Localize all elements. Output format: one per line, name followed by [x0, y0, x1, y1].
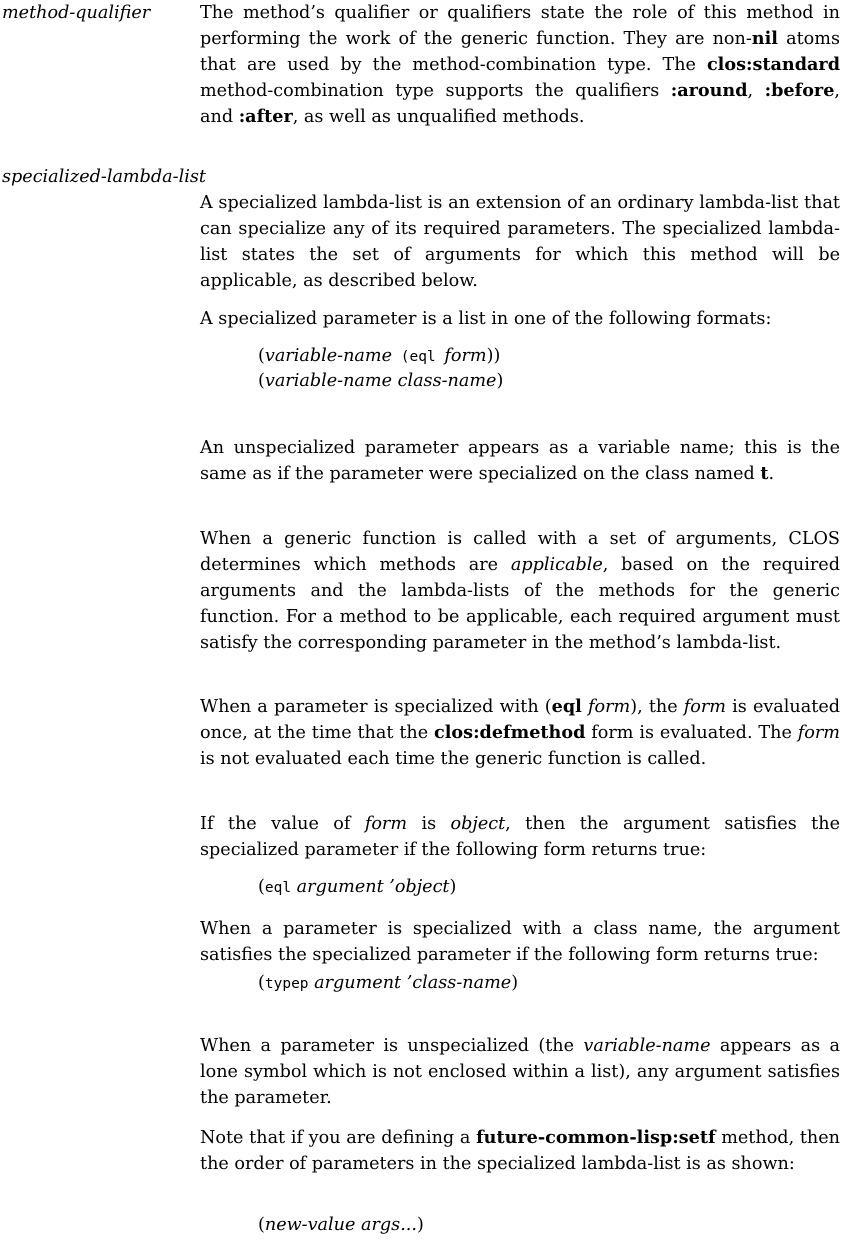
para-applicable — [200, 526, 840, 656]
code-mono: eql — [264, 880, 292, 896]
paragraph — [200, 526, 840, 656]
paragraph — [200, 811, 840, 863]
paren: ( — [258, 371, 265, 391]
paragraph — [200, 1033, 840, 1111]
code-italic: form — [444, 346, 487, 366]
code-italic: new-value args... — [264, 1215, 417, 1235]
form-term: form — [364, 814, 408, 834]
text-run: . — [768, 464, 775, 484]
method-qualifier-description — [200, 0, 840, 130]
para-lone-symbol — [200, 1033, 840, 1111]
para-class-name — [200, 916, 840, 968]
para-object — [200, 811, 840, 863]
paren: ( — [258, 877, 265, 897]
variable-name-term: variable-name — [583, 1036, 711, 1056]
paren: ) — [511, 973, 519, 993]
paren: ( — [258, 346, 265, 366]
paragraph — [200, 1125, 840, 1177]
code-mono: typep — [264, 976, 309, 992]
around-keyword: :around — [670, 80, 748, 101]
para-formats-intro — [200, 306, 840, 332]
text-run: , then the argument satisfies the specialized parameter if the following form returns true: — [200, 814, 840, 860]
text-run: Note that if you are defining a — [200, 1128, 477, 1148]
format-line-eql — [258, 344, 503, 369]
code-mono: (eql — [392, 349, 445, 365]
text-run: appears as a lone symbol which is not enclosed within a list), any argument satisfies the parameter. — [200, 1036, 840, 1108]
setf-keyword: future-common-lisp:setf — [476, 1127, 716, 1148]
text-run: An unspecialized parameter appears as a variable name; this is the same as if the parameter were specialized on the class named — [200, 438, 840, 484]
before-keyword: :before — [764, 80, 835, 101]
setf-code-line — [258, 1213, 424, 1237]
nil-keyword: nil — [751, 28, 778, 49]
paren: ) — [496, 371, 504, 391]
applicable-term: applicable — [510, 555, 603, 575]
code-italic: argument ’class-name — [308, 973, 512, 993]
term-method-qualifier: method-qualifier — [2, 3, 151, 23]
text-run: is evaluated once, at the time that the — [200, 697, 840, 743]
paren: ( — [258, 1215, 265, 1235]
text-run: method, then the order of parameters in the specialized lambda-list is as shown: — [200, 1128, 841, 1174]
method-qualifier-paragraph — [200, 0, 840, 130]
form-term: form — [683, 697, 726, 717]
para-eql-form — [200, 694, 840, 772]
paren: ) — [416, 1215, 424, 1235]
after-keyword: :after — [238, 106, 293, 127]
t-keyword: t — [760, 463, 769, 484]
eql-code-line — [258, 875, 456, 900]
paragraph — [200, 435, 840, 487]
text-run: , and — [200, 81, 840, 127]
defmethod-keyword: clos:defmethod — [434, 722, 586, 743]
text-run: method-combination type supports the qualifiers — [200, 81, 671, 101]
para-setf — [200, 1125, 840, 1177]
typep-code-line — [258, 971, 518, 996]
code-italic: argument ’object — [291, 877, 450, 897]
text-run: , — [747, 81, 765, 101]
text-run: form is evaluated. The — [585, 723, 798, 743]
text-run: , based on the required arguments and the lambda-lists of the methods for the generic function. For a method to be applicable, each required argument must satisfy the corresponding parameter in the method’s lambda-list. — [200, 555, 840, 653]
eql-keyword: eql — [551, 696, 582, 717]
code-italic: variable-name class-name — [264, 371, 497, 391]
term-specialized-lambda-list: specialized-lambda-list — [2, 167, 206, 187]
code-line — [258, 875, 456, 900]
code-italic: variable-name — [264, 346, 392, 366]
text-run: , as well as unqualified methods. — [292, 107, 585, 127]
form-term: form — [588, 697, 631, 717]
paren: )) — [486, 346, 501, 366]
paren: ( — [258, 973, 265, 993]
text-run: When a generic function is called with a set of arguments, CLOS determines which methods are — [200, 529, 840, 575]
clos-standard-keyword: clos:standard — [706, 54, 840, 75]
format-line-class — [258, 369, 503, 393]
para-unspecialized — [200, 435, 840, 487]
text-run: When a parameter is unspecialized (the — [200, 1036, 584, 1056]
text-run: is not evaluated each time the generic function is called. — [200, 749, 707, 769]
text-run: When a parameter is specialized with ( — [200, 697, 552, 717]
paren: ) — [449, 877, 457, 897]
formats-code-block — [258, 344, 503, 393]
text-run: atoms that are used by the method-combination type. The — [200, 29, 840, 75]
code-line — [258, 971, 518, 996]
text-run: is — [407, 814, 451, 834]
code-line — [258, 1213, 424, 1237]
form-term: form — [797, 723, 840, 743]
text-run: The method’s qualifier or qualifiers state the role of this method in performing the work of the generic function. They are non- — [200, 3, 840, 49]
paragraph: A specialized lambda-list is an extension of an ordinary lambda-list that can specialize any of its required parameters. The specialized lambda-list states the set of arguments for which this method will be applicable, as described below. — [200, 193, 840, 291]
para-intro — [200, 190, 840, 294]
text-run: If the value of — [200, 814, 365, 834]
paragraph: A specialized parameter is a list in one of the following formats: — [200, 309, 772, 329]
object-term: object — [450, 814, 506, 834]
paragraph — [200, 694, 840, 772]
paragraph: When a parameter is specialized with a class name, the argument satisfies the specialized parameter if the following form returns true: — [200, 919, 840, 965]
text-run: ), the — [630, 697, 684, 717]
